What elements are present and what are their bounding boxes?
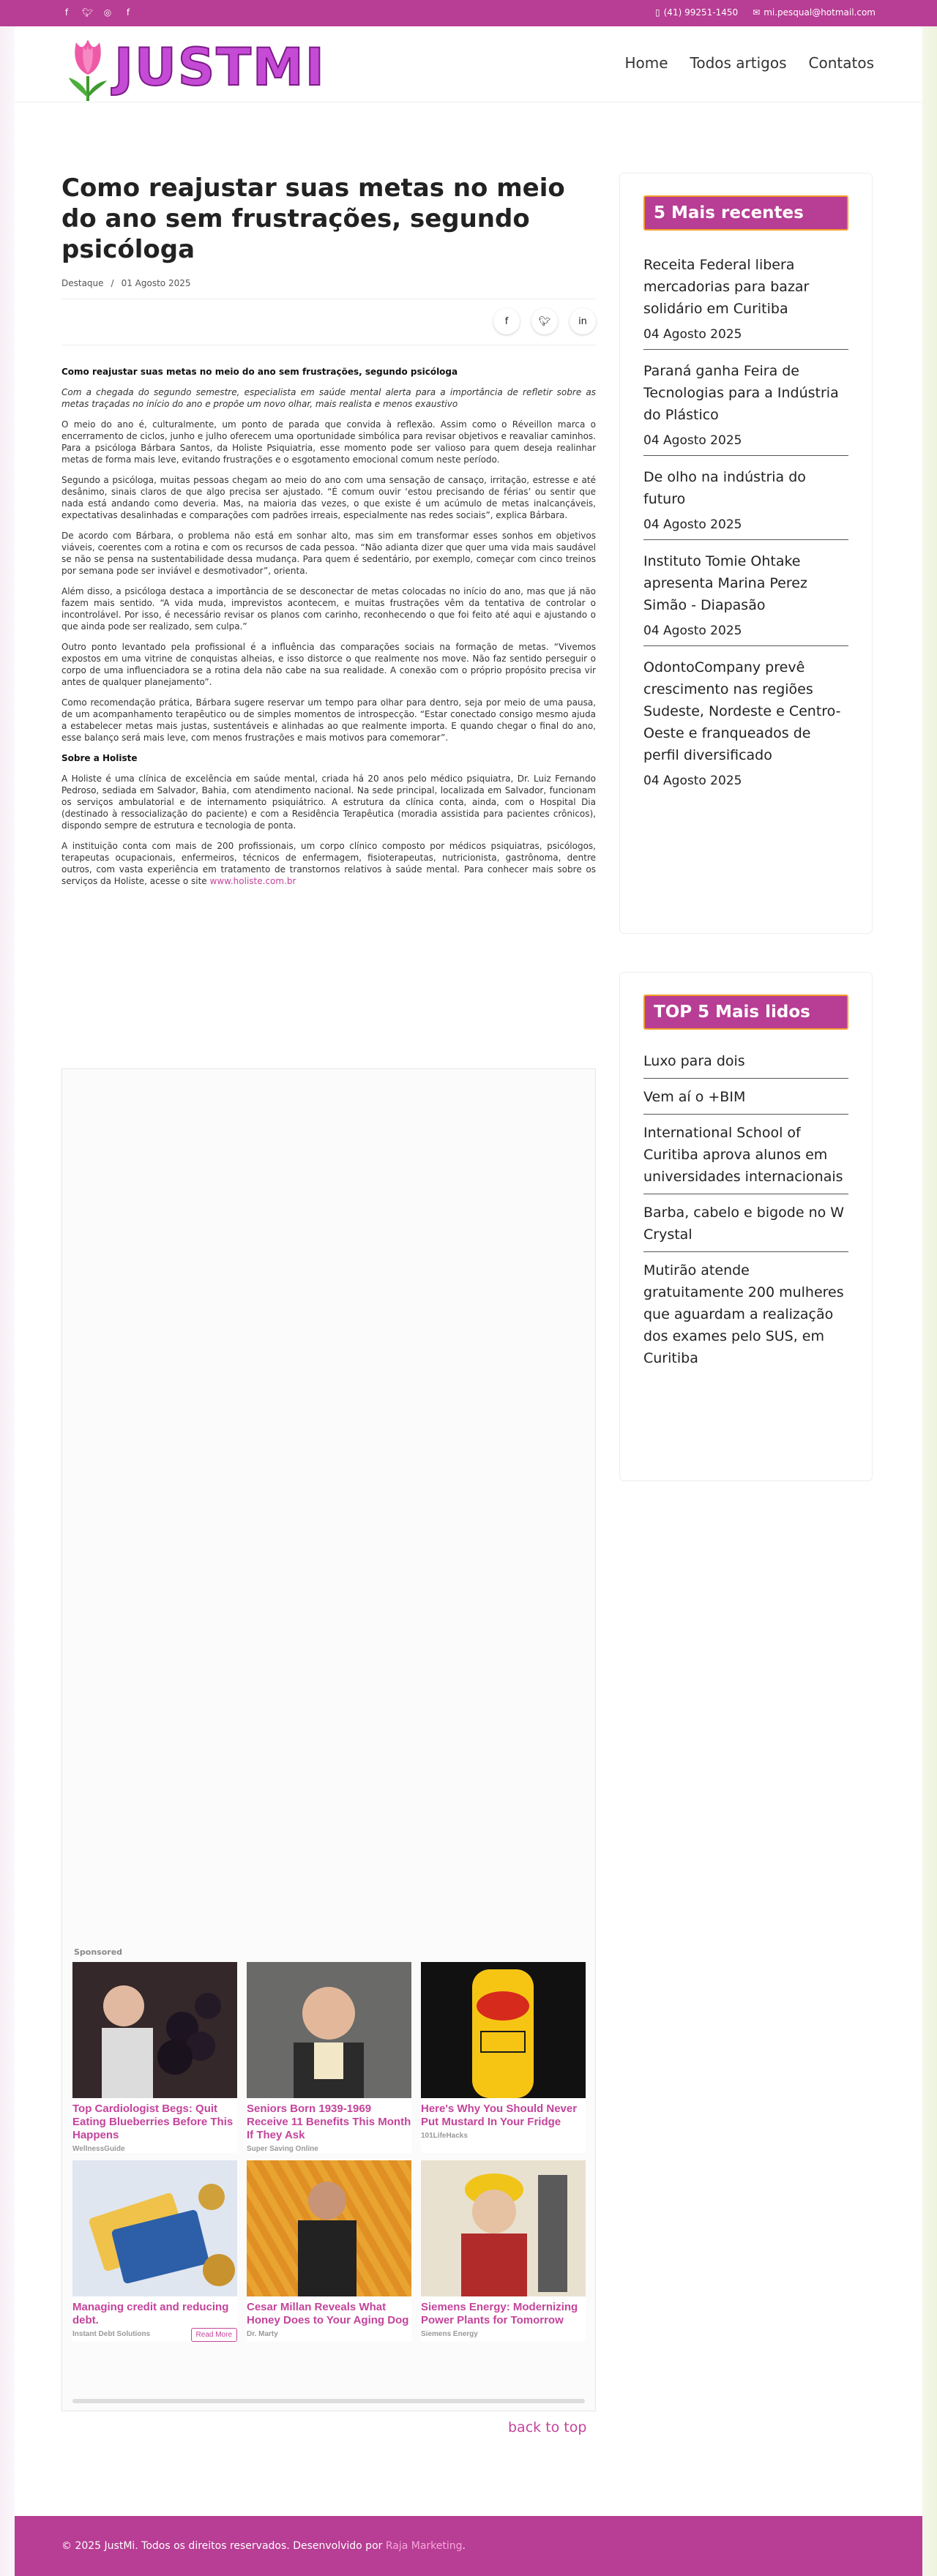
copyright-text: © 2025 JustMi. Todos os direitos reservados. Desenvolvido por <box>61 2540 383 2552</box>
most-read-item[interactable]: Mutirão atende gratuitamente 200 mulheres que aguardam a realização dos exames pelo SUS, em Curitiba <box>643 1262 844 1366</box>
most-read-item[interactable]: Vem aí o +BIM <box>643 1079 848 1115</box>
most-read-item[interactable]: Luxo para dois <box>643 1043 848 1079</box>
ad-image[interactable] <box>247 2160 411 2296</box>
ad-title[interactable]: Cesar Millan Reveals What Honey Does to Your Aging Dog <box>247 2301 409 2326</box>
recent-post-title[interactable]: Paraná ganha Feira de Tecnologias para a Indústria do Plástico <box>643 363 839 423</box>
ad-title[interactable]: Siemens Energy: Modernizing Power Plants for Tomorrow <box>421 2301 578 2326</box>
sponsored-box <box>61 1068 596 2411</box>
phone-icon: ▯ <box>655 7 660 18</box>
article-meta <box>61 278 596 299</box>
ad-title[interactable]: Managing credit and reducing debt. <box>72 2301 229 2326</box>
lead-title: Como reajustar suas metas no meio do ano sem frustrações, segundo psicóloga <box>61 367 458 377</box>
ad-image[interactable] <box>421 2160 586 2296</box>
cardiologist-photo <box>72 1962 237 2098</box>
article-subtitle: Com a chegada do segundo semestre, especialista em saúde mental alerta para a importância de refletir sobre as metas traçadas no início do ano e propõe um novo olhar, mais realista e menos exaustivo <box>61 387 596 409</box>
ad-card[interactable] <box>72 1962 237 2153</box>
main-nav <box>624 54 874 72</box>
ad-source: 101LifeHacks <box>421 2132 468 2140</box>
ad-card[interactable] <box>72 2160 237 2342</box>
phone-number: (41) 99251-1450 <box>663 7 739 18</box>
email-address: mi.pesqual@hotmail.com <box>764 7 876 18</box>
ad-source: WellnessGuide <box>72 2145 125 2153</box>
recent-post-date: 04 Agosto 2025 <box>643 433 742 448</box>
ad-source: Super Saving Online <box>247 2145 318 2153</box>
read-more-button[interactable]: Read More <box>191 2328 237 2342</box>
top-bar <box>0 0 937 26</box>
ad-source: Instant Debt Solutions <box>72 2330 151 2338</box>
holiste-link[interactable]: www.holiste.com.br <box>209 876 296 886</box>
recent-post-title[interactable]: De olho na indústria do futuro <box>643 469 806 507</box>
ad-title[interactable]: Here's Why You Should Never Put Mustard In Your Fridge <box>421 2103 578 2128</box>
ad-grid <box>72 1962 585 2342</box>
share-buttons <box>61 308 596 345</box>
nav-all-articles[interactable]: Todos artigos <box>690 54 787 72</box>
recent-post[interactable] <box>643 456 848 540</box>
recent-post[interactable] <box>643 350 848 456</box>
developer-link[interactable]: Raja Marketing <box>385 2540 463 2552</box>
ad-card[interactable] <box>247 2160 411 2342</box>
recent-post-title[interactable]: Receita Federal libera mercadorias para bazar solidário em Curitiba <box>643 257 810 317</box>
most-read-item[interactable]: International School of Curitiba aprova alunos em universidades internacionais <box>643 1115 848 1194</box>
envelope-icon: ✉ <box>753 7 761 18</box>
recent-post[interactable] <box>643 244 848 350</box>
recent-posts-widget <box>619 173 873 934</box>
site-header <box>15 26 922 102</box>
horizontal-scrollbar[interactable] <box>72 2399 585 2403</box>
meta-separator: / <box>111 278 114 288</box>
sponsored-label: Sponsored <box>74 1947 123 1957</box>
credit-cards-photo <box>72 2160 237 2296</box>
nav-home[interactable]: Home <box>624 54 668 72</box>
paragraph: Como recomendação prática, Bárbara sugere reservar um tempo para olhar para dentro, seja por meio de uma pausa, de um acompanhamento terapêutico ou de simples momentos de introspecção. “Estar conectado consigo mesmo ajuda a estabelecer metas mais justas, sustentáveis e alinhadas ao que realmente importa. E quando chegar o final do ano, esse balanço será mais leve, com menos frustrações e mais motivos para comemorar”. <box>61 697 596 743</box>
paragraph: De acordo com Bárbara, o problema não está em sonhar alto, mas sim em transformar esses sonhos em objetivos viáveis, coerentes com a rotina e com os recursos de cada pessoa. “Não adianta dizer que quer uma vida mais saudável se não se pensa na sustentabilidade dessa mudança. Para quem é sedentário, por exemplo, começar com cinco treinos por semana pode ser inviável e desmotivador”, orienta. <box>61 531 596 576</box>
honeycomb-photo <box>247 2160 411 2296</box>
most-read-item[interactable]: Barba, cabelo e bigode no W Crystal <box>643 1194 848 1252</box>
contact-info <box>655 7 876 18</box>
recent-post-date: 04 Agosto 2025 <box>643 517 742 532</box>
logo-wordmark: JUSTMI <box>114 37 326 97</box>
paragraph: Além disso, a psicóloga destaca a importância de se desconectar de metas colocadas no início do ano, mas que já não fazem mais sentido. “A vida muda, imprevistos acontecem, e muitas frustrações vêm da tentativa de controlar o incontrolável. Por isso, é necessário revisar os planos com carinho, reconhecendo o que foi feito até aqui e ajustando o que ainda pode ser realizado, sem culpa.” <box>61 586 596 632</box>
recent-post-date: 04 Agosto 2025 <box>643 774 742 788</box>
linkedin-icon[interactable]: in <box>570 308 596 334</box>
back-to-top-link[interactable]: back to top <box>508 2419 587 2435</box>
ad-source: Siemens Energy <box>421 2330 478 2338</box>
recent-post-date: 04 Agosto 2025 <box>643 624 742 638</box>
ad-image[interactable] <box>247 1962 411 2098</box>
ad-image[interactable] <box>421 1962 586 2098</box>
paragraph: Segundo a psicóloga, muitas pessoas chegam ao meio do ano com uma sensação de cansaço, irritação, estresse e até desânimo, sinais claros de que algo precisa ser ajustado. “É comum ouvir ‘estou precisando de férias’ ou sentir que nada está andando como deveria. Mas, na maioria das vezes, o que existe é um acúmulo de metas inalcançáveis, expectativas desalinhadas e comparações com padrões irreais, especialmente nas redes sociais”, explica Bárbara. <box>61 475 596 520</box>
last-paragraph <box>61 840 596 887</box>
twitter-icon[interactable]: 🐦︎ <box>82 7 94 18</box>
last-paragraph-text: A instituição conta com mais de 200 profissionais, um corpo clínico composto por médicos psiquiatras, psicólogos, terapeutas ocupacionais, enfermeiros, técnicos de enfermagem, fisioterapeutas, nutricionista, gastrônoma, dentre outros, com vasta experiência em tratamento de transtornos relativos à saúde mental. Para conhecer mais sobre os serviços da Holiste, acesse o site <box>61 841 596 886</box>
article-body <box>61 366 596 887</box>
engineer-photo <box>421 2160 586 2296</box>
article <box>61 173 596 896</box>
paragraph: A Holiste é uma clínica de excelência em saúde mental, criada há 20 anos pelo médico psiquiatra, Dr. Luiz Fernando Pedroso, sediada em Salvador, Bahia, com atendimento nacional. Na sede principal, localizada em Salvador, funcionam os serviços ambulatorial e de internamento psiquiátrico. A estrutura da clínica conta, ainda, com o Hospital Dia (destinado à ressocialização do paciente) e com a Residência Terapêutica (moradia assistida para pacientes crônicos), dispondo sempre de estrutura e tecnologia de ponta. <box>61 774 596 831</box>
ad-card[interactable] <box>247 1962 411 2153</box>
paragraph: Outro ponto levantado pela profissional é a influência das comparações sociais na formação de metas. “Vivemos expostos em uma vitrine de conquistas alheias, e isso distorce o que realmente nos move. Não faz sentido perseguir o corpo de uma influenciadora se a rotina dela não cabe na sua realidade. A conexão com o próprio propósito precisa vir antes de qualquer planejamento”. <box>61 642 596 687</box>
ad-title[interactable]: Top Cardiologist Begs: Quit Eating Blueberries Before This Happens <box>72 2103 234 2141</box>
ad-source: Dr. Marty <box>247 2330 278 2338</box>
ad-card[interactable] <box>421 1962 586 2153</box>
most-read-list <box>620 1043 872 1375</box>
footer-period: . <box>462 2540 466 2552</box>
article-category[interactable]: Destaque <box>61 278 104 288</box>
facebook-icon[interactable]: f <box>64 7 69 18</box>
about-title: Sobre a Holiste <box>61 753 138 763</box>
most-read-title: TOP 5 Mais lidos <box>643 995 848 1030</box>
ad-title[interactable]: Seniors Born 1939-1969 Receive 11 Benefits This Month If They Ask <box>247 2103 411 2141</box>
phone-contact[interactable] <box>655 7 738 18</box>
article-date: 01 Agosto 2025 <box>121 278 191 288</box>
paragraph: O meio do ano é, culturalmente, um ponto de parada que convida à reflexão. Assim como o Réveillon marca o encerramento de ciclos, junho e julho oferecem uma oportunidade simbólica para revisar objetivos e reavaliar caminhos. Para a psicóloga Bárbara Santos, da Holiste Psiquiatria, esse momento pode ser valioso para quem deseja realinhar metas de forma mais leve, evitando frustrações e o esgotamento emocional comum neste período. <box>61 419 596 465</box>
email-contact[interactable] <box>753 7 876 18</box>
senior-photo <box>247 1962 411 2098</box>
site-logo[interactable] <box>66 31 344 104</box>
most-read-widget <box>619 972 873 1481</box>
recent-post[interactable] <box>643 540 848 646</box>
recent-post-title[interactable]: OdontoCompany prevê crescimento nas regiões Sudeste, Nordeste e Centro-Oeste e franqueados de perfil diversificado <box>643 659 841 763</box>
footer-text <box>61 2540 466 2552</box>
recent-post-title[interactable]: Instituto Tomie Ohtake apresenta Marina Perez Simão - Diapasão <box>643 553 807 613</box>
instagram-icon[interactable]: ◎ <box>103 7 112 18</box>
mustard-bottle-photo <box>421 1962 586 2098</box>
recent-posts-title: 5 Mais recentes <box>643 195 848 231</box>
facebook-icon[interactable]: f <box>126 7 130 18</box>
tulip-icon <box>66 32 110 102</box>
recent-post[interactable] <box>643 646 848 795</box>
recent-post-date: 04 Agosto 2025 <box>643 327 742 342</box>
social-links <box>61 7 133 18</box>
facebook-icon[interactable]: f <box>493 308 520 334</box>
nav-contacts[interactable]: Contatos <box>808 54 874 72</box>
ad-image[interactable] <box>72 1962 237 2098</box>
site-footer <box>15 2516 922 2576</box>
article-title: Como reajustar suas metas no meio do ano sem frustrações, segundo psicóloga <box>61 173 565 264</box>
ad-image[interactable] <box>72 2160 237 2296</box>
twitter-icon[interactable]: 🐦︎ <box>531 308 558 334</box>
ad-card[interactable] <box>421 2160 586 2342</box>
